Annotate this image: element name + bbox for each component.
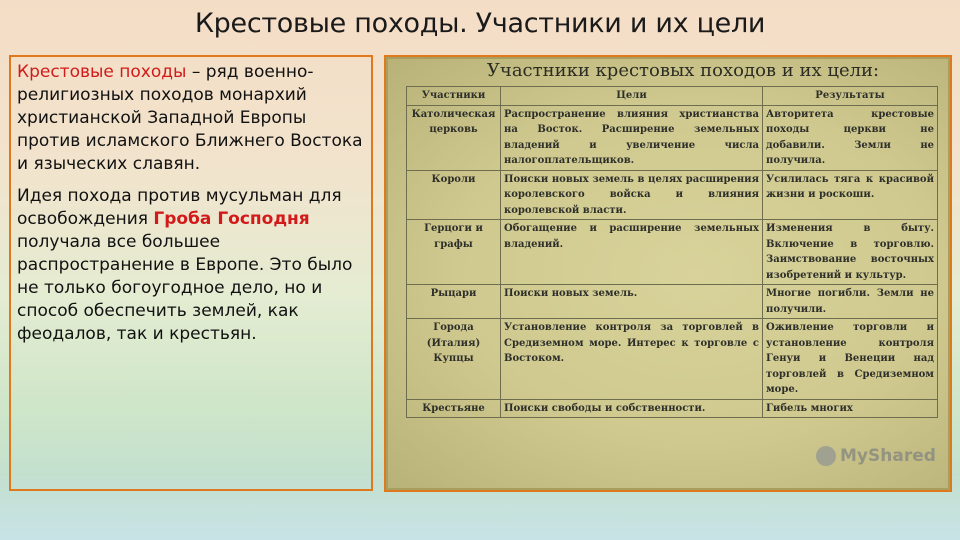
idea-text-end: получала все большее распространение в Европе. Это было не только богоугодное дело, но и способ обеспечить землей, как феодалов, так и крестьян. bbox=[17, 232, 353, 344]
participants-table bbox=[406, 86, 938, 418]
text-box bbox=[9, 55, 373, 491]
table-row bbox=[407, 399, 938, 418]
results-cell: Изменения в быту. Включение в торговлю. Заимствование восточных изобретений и культур. bbox=[763, 220, 938, 285]
participant-cell: Рыцари bbox=[407, 285, 501, 319]
table-title: Участники крестовых походов и их цели: bbox=[486, 60, 880, 81]
table-row bbox=[407, 105, 938, 170]
participant-cell: Герцоги и графы bbox=[407, 220, 501, 285]
watermark-logo-icon bbox=[816, 446, 836, 466]
header-goals: Цели bbox=[501, 87, 763, 106]
table-row bbox=[407, 220, 938, 285]
goals-cell: Поиски свободы и собственности. bbox=[501, 399, 763, 418]
results-cell: Оживление торговли и установление контроля Генуи и Венеции над торговлей в Средиземном море. bbox=[763, 319, 938, 400]
watermark-text: MyShared bbox=[840, 446, 936, 466]
table-image-background bbox=[388, 59, 948, 488]
term-holy-sepulchre: Гроба Господня bbox=[153, 209, 310, 229]
watermark bbox=[816, 446, 936, 466]
results-cell: Авторитета крестовые походы церкви не добавили. Земли не получила. bbox=[763, 105, 938, 170]
goals-cell: Обогащение и расширение земельных владений. bbox=[501, 220, 763, 285]
results-cell: Гибель многих bbox=[763, 399, 938, 418]
participant-cell: Города (Италия) Купцы bbox=[407, 319, 501, 400]
results-cell: Многие погибли. Земли не получили. bbox=[763, 285, 938, 319]
participant-cell: Католическая церковь bbox=[407, 105, 501, 170]
goals-cell: Поиски новых земель. bbox=[501, 285, 763, 319]
header-participants: Участники bbox=[407, 87, 501, 106]
definition-text: – ряд военно-религиозных походов монархий христианской Западной Европы против исламского Ближнего Востока и языческих славян. bbox=[17, 62, 363, 174]
goals-cell: Установление контроля за торговлей в Средиземном море. Интерес к торговле с Востоком. bbox=[501, 319, 763, 400]
definition-paragraph bbox=[17, 61, 365, 176]
participant-cell: Короли bbox=[407, 170, 501, 220]
table-image bbox=[384, 55, 952, 492]
goals-cell: Поиски новых земель в целях расширения королевского войска и влияния королевской власти. bbox=[501, 170, 763, 220]
term-crusades: Крестовые походы bbox=[17, 62, 187, 82]
table-row bbox=[407, 170, 938, 220]
participant-cell: Крестьяне bbox=[407, 399, 501, 418]
header-results: Результаты bbox=[763, 87, 938, 106]
table-row bbox=[407, 285, 938, 319]
table-row bbox=[407, 319, 938, 400]
table-header-row bbox=[407, 87, 938, 106]
results-cell: Усилилась тяга к красивой жизни и роскоши. bbox=[763, 170, 938, 220]
slide-title: Крестовые походы. Участники и их цели bbox=[194, 8, 766, 39]
goals-cell: Распространение влияния христианства на Восток. Расширение земельных владений и увеличение числа налогоплательщиков. bbox=[501, 105, 763, 170]
idea-paragraph bbox=[17, 185, 365, 346]
idea-text-start: Идея похода против мусульман для освобождения bbox=[17, 186, 342, 229]
